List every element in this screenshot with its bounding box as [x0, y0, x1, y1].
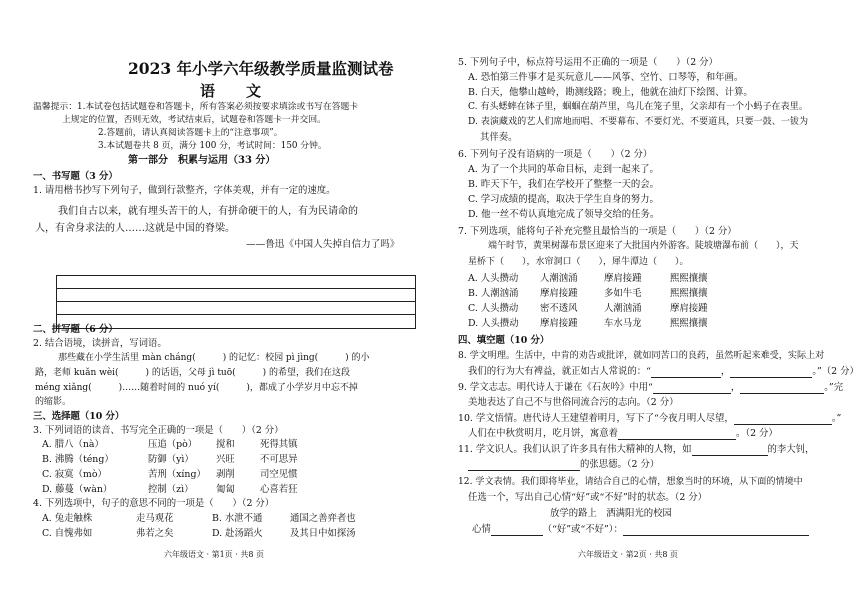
q9-blank-2[interactable]: [740, 383, 824, 394]
q2-line-4: 的缩影。: [35, 397, 72, 407]
q7-d-4: 熙熙攘攘: [670, 318, 708, 329]
q11-end: 的张思德。（2 分）: [580, 459, 660, 470]
part1-heading: 第一部分 积累与运用（33 分）: [128, 155, 276, 166]
q3-b-4: 不可思异: [260, 454, 298, 465]
q3-b-3: 兴旺: [216, 454, 235, 465]
q5-option-d[interactable]: D. 表演藏戏的艺人们席地而唱、不要幕布、不要灯光、不要道具，只要一鼓、一钹为: [468, 117, 809, 127]
q2-line-1: 那些藏在小学生活里 màn cháng( ) 的记忆：校园 pì jìng( ) 的小: [58, 353, 370, 363]
section3-heading: 三、选择题（10 分）: [33, 411, 125, 422]
q1-prompt: 1. 请用楷书抄写下列句子，做到行款整齐，字体美观，并有一定的速度。: [33, 185, 336, 196]
q11-line-2: [468, 458, 659, 471]
q3-d-4: 心喜若狂: [260, 484, 298, 495]
q12-answer-line: [472, 523, 809, 536]
q7-d-3: 车水马龙: [604, 318, 642, 329]
q8-line-1: 8. 学文明理。生活中，中肯的劝告或批评，就如同苦口的良药，虽然听起来难受，实际上对: [458, 351, 825, 361]
q10-end: 。”: [831, 413, 842, 424]
q10-end-2: 。（2 分）: [736, 428, 778, 439]
q1-quote-source: ——鲁迅《中国人失掉自信力了吗》: [246, 239, 400, 250]
tip-line-2: 上规定的位置，否则无效，考试结束后，试题卷和答题卡一并交回。: [62, 115, 326, 125]
q8-end: 。”（2 分）: [812, 366, 859, 377]
tip-line-1: 温馨提示：1.本试卷包括试题卷和答题卡，所有答案必须按要求填涂或书写在答题卡: [33, 102, 359, 112]
q3-c-4: 司空见惯: [260, 469, 298, 480]
q2-prompt: 2. 结合语境，读拼音，写词语。: [33, 338, 167, 349]
q7-prompt: 7. 下列选项，能将句子补充完整且最恰当的一项是（ ）（2 分）: [458, 226, 737, 237]
q7-b-2: 摩肩接踵: [540, 288, 578, 299]
subject-title: 语 文: [200, 82, 270, 100]
q7-a-1: A. 人头攒动: [468, 273, 519, 284]
q2-line-3: méng xiǎng( )……随着时间的 nuó yí( )，都成了小学岁月中忘不掉: [35, 383, 358, 393]
q9-end: 。”完: [824, 382, 844, 393]
q6-option-c[interactable]: C. 学习成绩的提高，取决于学生自身的努力。: [468, 194, 659, 205]
q10-line-1: [458, 412, 841, 425]
q7-a-3: 摩肩接踵: [604, 273, 642, 284]
q6-option-a[interactable]: A. 为了一个共同的革命目标，走到一起来了。: [468, 164, 659, 175]
q4-d-1: D. 赴汤蹈火: [212, 528, 263, 539]
q2-line-2: 路，老师 kuǎn wèi( ) 的话语，父母 jì tuō( ) 的希望，我们在这段: [35, 368, 351, 378]
q10-blank-2[interactable]: [618, 429, 736, 440]
q10-text-2: 人们在中秋赏明月，吃月饼，寓意着: [468, 428, 619, 439]
q5-option-b[interactable]: B. 白天，他攀山越岭，勘测线路；晚上，他就在油灯下绘图、计算。: [468, 87, 753, 98]
q7-a-4: 熙熙攘攘: [670, 273, 708, 284]
q3-a-4: 死得其镇: [260, 439, 298, 450]
q12-mood-label: 心情: [472, 524, 491, 535]
q4-b-1: B. 水泄不通: [212, 513, 263, 524]
q12-mood-blank[interactable]: [491, 525, 543, 536]
q5-option-d-cont: 其伴奏。: [480, 132, 518, 143]
q4-b-2: 通国之善弈者也: [290, 513, 356, 524]
q10-blank-1[interactable]: [734, 414, 832, 425]
q6-option-d[interactable]: D. 他一丝不苟认真地完成了领导交给的任务。: [468, 209, 660, 220]
tip-line-3: 2.答题前，请认真阅读答题卡上的“注意事项”。: [98, 128, 283, 138]
q3-d-1: D. 藤蔓（wàn）: [42, 484, 113, 495]
q7-c-3: 人潮汹涌: [604, 303, 642, 314]
q12-line-1: 12. 学文表情。我们即将毕业，请结合自己的心情，想象当时的环境，从下面的情境中: [458, 477, 803, 487]
q3-c-1: C. 寂寞（mò）: [42, 469, 107, 480]
q7-passage-1: 端午时节，黄果树瀑布景区迎来了大批国内外游客。陡坡塘瀑布前（ ），天: [488, 241, 799, 251]
q7-passage-2: 星桥下（ ），水帘洞口（ ），犀牛潭边（ ）。: [468, 257, 689, 267]
q8-comma: ，: [720, 366, 731, 377]
q9-line-2: 美地表达了自己不与世俗同流合污的志向。（2 分）: [468, 397, 679, 408]
q8-text: 我们的行为大有裨益，就正如古人常说的：“: [468, 366, 651, 377]
q7-c-2: 密不透风: [540, 303, 578, 314]
q3-c-3: 剥削: [216, 469, 235, 480]
section4-heading: 四、填空题（10 分）: [458, 335, 550, 346]
page-footer-1: 六年级语文 · 第1页 · 共8 页: [164, 550, 264, 559]
q3-prompt: 3. 下列词语的读音、书写完全正确的一项是（ ）（2 分）: [33, 425, 284, 436]
q12-line-2: 任选一个，写出自己心情“好”或“不好”时的状态。（2 分）: [468, 492, 708, 503]
q11-line-1: [458, 443, 814, 456]
section2-heading: 二、拼写题（6 分）: [33, 324, 118, 335]
q1-quote-line-2: 人，有舍身求法的人……这就是中国的脊梁。: [35, 223, 235, 234]
q8-line-2: [468, 365, 859, 378]
q12-choices: 放学的路上 洒满阳光的校园: [550, 508, 672, 519]
q3-b-2: 防御（yì）: [148, 454, 194, 465]
tip-line-4: 3.本试题卷共 8 页，满分 100 分，考试时间：150 分钟。: [98, 141, 327, 151]
right-page: [430, 0, 860, 609]
q9-text: 9. 学文志志。明代诗人于谦在《石灰吟》中用“: [458, 382, 653, 393]
q10-text: 10. 学文悟情。唐代诗人王建望着明月，写下了“今夜月明人尽望，: [458, 413, 734, 424]
q4-c-2: 弗若之矣: [136, 528, 174, 539]
q10-line-2: [468, 427, 778, 440]
q11-text: 11. 学文识人。我们认识了许多具有伟大精神的人物，如: [458, 444, 692, 455]
q4-a-1: A. 兔走触株: [42, 513, 93, 524]
q7-b-1: B. 人潮汹涌: [468, 288, 519, 299]
q6-prompt: 6. 下列句子没有语病的一项是（ ）（2 分）: [458, 149, 653, 160]
exam-title: 2023 年小学六年级教学质量监测试卷: [128, 59, 394, 78]
q11-blank-2[interactable]: [468, 460, 580, 471]
q12-hint: （“好”或“不好”）：: [542, 524, 623, 535]
q3-a-3: 搅和: [216, 439, 235, 450]
page-footer-2: 六年级语文 · 第2页 · 共8 页: [578, 550, 678, 559]
q12-answer-blank[interactable]: [623, 525, 809, 536]
q1-quote-line-1: 我们自古以来，就有埋头苦干的人，有拼命硬干的人，有为民请命的: [58, 206, 358, 217]
q8-blank-1[interactable]: [651, 367, 721, 378]
q3-d-2: 控制（zì）: [148, 484, 194, 495]
q3-c-2: 苦刑（xíng）: [148, 469, 206, 480]
q9-comma: ，: [730, 382, 741, 393]
q8-blank-2[interactable]: [730, 367, 812, 378]
q7-b-3: 多如牛毛: [604, 288, 642, 299]
q7-b-4: 熙熙攘攘: [670, 288, 708, 299]
q5-option-c[interactable]: C. 有头蟋蟀在钵子里，蝈蝈在葫芦里，鸟儿在笼子里，父亲却有一个小蚂子在表里。: [468, 102, 808, 112]
q7-c-1: C. 人头攒动: [468, 303, 519, 314]
q11-mid: 的李大钊，: [767, 444, 815, 455]
q4-prompt: 4. 下列选项中，句子的意思不同的一项是（ ）（2 分）: [33, 498, 275, 509]
q9-line-1: [458, 381, 843, 394]
q4-a-2: 走马观花: [136, 513, 174, 524]
q3-d-3: 匍匐: [216, 484, 235, 495]
q4-d-2: 及其日中如探汤: [290, 528, 356, 539]
section1-heading: 一、书写题（3 分）: [33, 171, 118, 182]
handwriting-grid[interactable]: [56, 275, 416, 329]
q3-b-1: B. 沸腾（téng）: [42, 454, 114, 465]
q4-c-1: C. 自愧弗如: [42, 528, 93, 539]
q7-d-2: 摩肩接踵: [540, 318, 578, 329]
q9-blank-1[interactable]: [653, 383, 731, 394]
q3-a-2: 压追（pò）: [148, 439, 198, 450]
q6-option-b[interactable]: B. 昨天下午，我们在学校开了整整一天的会。: [468, 179, 659, 190]
q5-prompt: 5. 下列句子中，标点符号运用不正确的一项是（ ）（2 分）: [458, 57, 718, 68]
q7-a-2: 人潮汹涌: [540, 273, 578, 284]
q7-c-4: 摩肩接踵: [670, 303, 708, 314]
q5-option-a[interactable]: A. 恐怕第三件事才是买玩意儿——风筝、空竹、口琴等，和年画。: [468, 72, 744, 83]
q7-d-1: D. 人头攒动: [468, 318, 519, 329]
q3-a-1: A. 腊八（nà）: [42, 439, 104, 450]
q11-blank-1[interactable]: [692, 445, 768, 456]
